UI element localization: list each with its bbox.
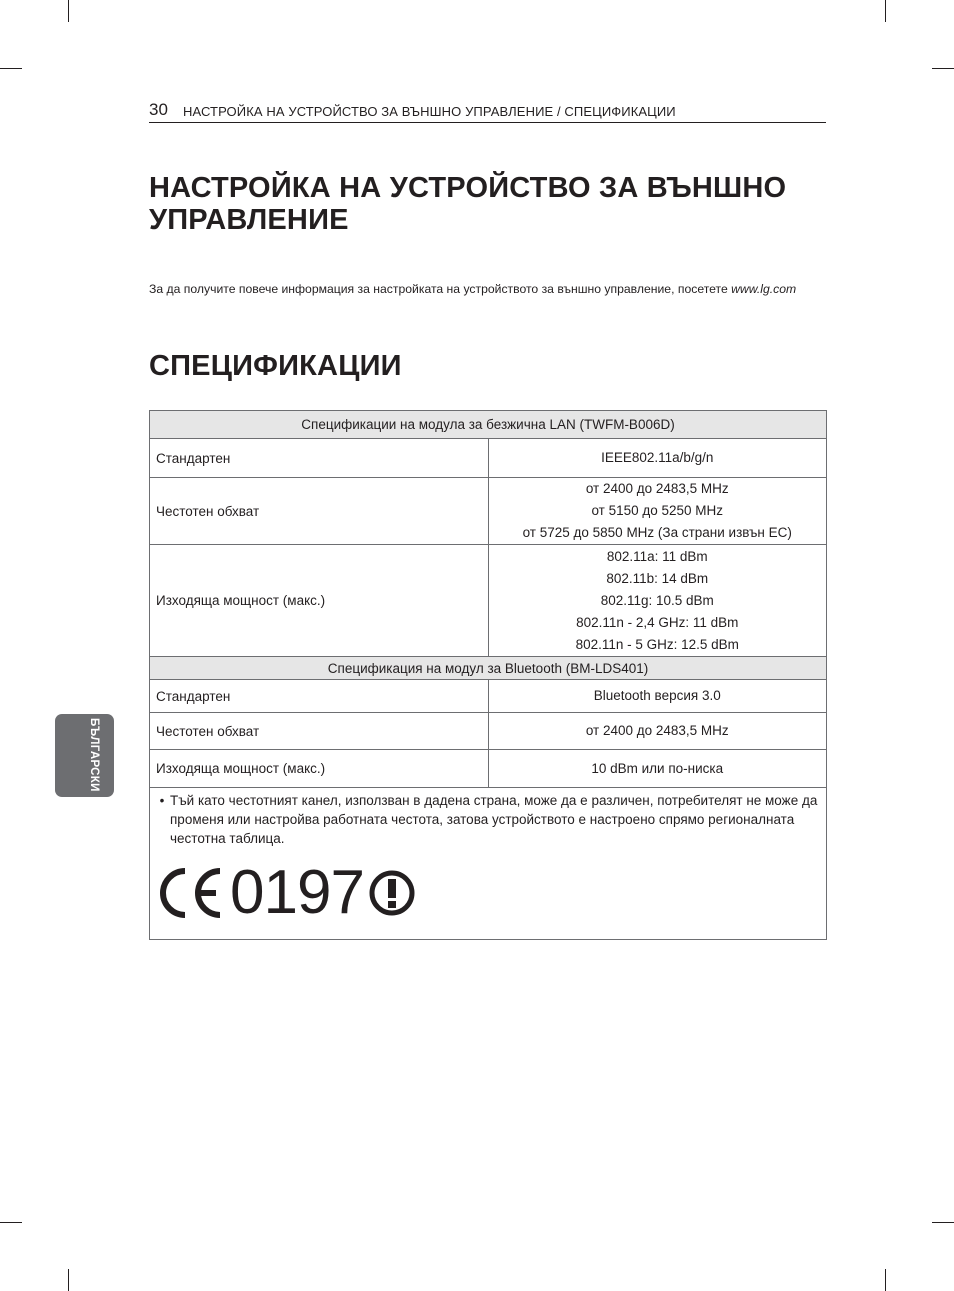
crop-mark: [0, 68, 22, 69]
row-label: Стандартен: [150, 680, 489, 713]
table-section-heading-row: [150, 657, 827, 680]
row-value: [488, 750, 827, 788]
table-row: [150, 439, 827, 478]
website-link[interactable]: www.lg.com: [731, 282, 797, 296]
language-side-tab: [55, 714, 114, 797]
value-line: 802.11n - 5 GHz: 12.5 dBm: [575, 636, 739, 652]
row-value: [488, 439, 827, 478]
note-text: Тъй като честотният канел, използван в дадена страна, може да е различен, потребителят не може да променя или настройва работната честота, затова устройството е настроено спрямо регионалната честотна таблица.: [170, 793, 818, 846]
crop-mark: [885, 1269, 886, 1291]
row-label: Изходяща мощност (макс.): [150, 545, 489, 657]
value-line: от 2400 до 2483,5 MHz: [585, 723, 729, 738]
crop-mark: [885, 0, 886, 22]
language-label: БЪЛГАРСКИ: [88, 718, 100, 792]
table-row: [150, 750, 827, 788]
row-label: Честотен обхват: [150, 713, 489, 750]
row-label: Честотен обхват: [150, 478, 489, 545]
intro-text: За да получите повече информация за настройката на устройството за външно управление, посетете: [149, 282, 732, 296]
row-value: [488, 713, 827, 750]
note-cell: [150, 788, 827, 940]
value-line: 802.11g: 10.5 dBm: [600, 592, 714, 608]
value-line: от 5150 до 5250 MHz: [591, 503, 724, 518]
value-line: 10 dBm или по-ниска: [591, 760, 724, 776]
row-label: Стандартен: [150, 439, 489, 478]
table-note-row: [150, 788, 827, 940]
regulatory-note: [150, 788, 826, 848]
value-line: 802.11b: 14 dBm: [606, 570, 709, 586]
bullet: •: [159, 793, 165, 808]
value-line: IEEE802.11a/b/g/n: [601, 450, 714, 465]
alert-circle-icon: [368, 869, 416, 917]
table-row: [150, 680, 827, 713]
title-line-2: УПРАВЛЕНИЕ: [149, 204, 349, 236]
section-title-specifications: СПЕЦИФИКАЦИИ: [149, 350, 402, 382]
specifications-table: [149, 410, 827, 940]
value-line: 802.11n - 2,4 GHz: 11 dBm: [576, 614, 739, 630]
wlan-module-heading: Спецификации на модула за безжична LAN (TWFM-B006D): [150, 411, 827, 439]
section-title-external-control: [149, 172, 849, 236]
table-section-heading-row: [150, 411, 827, 439]
page-number: 30: [149, 100, 168, 119]
crop-mark: [0, 1222, 22, 1223]
bluetooth-module-heading: Спецификация на модул за Bluetooth (BM-LDS401): [150, 657, 827, 680]
value-line: от 5725 до 5850 MHz (За страни извън ЕС): [522, 525, 792, 540]
table-row: [150, 713, 827, 750]
row-value: [488, 545, 827, 657]
value-line: от 2400 до 2483,5 MHz: [585, 481, 729, 496]
crop-mark: [68, 1269, 69, 1291]
intro-paragraph: [149, 282, 849, 297]
row-label: Изходяща мощност (макс.): [150, 750, 489, 788]
certification-marks: [158, 860, 826, 926]
crop-mark: [932, 68, 954, 69]
page-header: [149, 100, 826, 123]
value-line: Bluetooth версия 3.0: [593, 688, 721, 703]
title-line-1: НАСТРОЙКА НА УСТРОЙСТВО ЗА ВЪНШНО: [149, 172, 787, 204]
row-value: [488, 478, 827, 545]
value-line: 802.11a: 11 dBm: [606, 548, 708, 564]
ce-mark-icon: [158, 865, 224, 921]
row-value: [488, 680, 827, 713]
table-row: [150, 478, 827, 545]
notified-body-number: 0197: [230, 858, 364, 927]
running-title: НАСТРОЙКА НА УСТРОЙСТВО ЗА ВЪНШНО УПРАВЛЕНИЕ / СПЕЦИФИКАЦИИ: [183, 104, 676, 119]
table-row: [150, 545, 827, 657]
crop-mark: [68, 0, 69, 22]
crop-mark: [932, 1222, 954, 1223]
